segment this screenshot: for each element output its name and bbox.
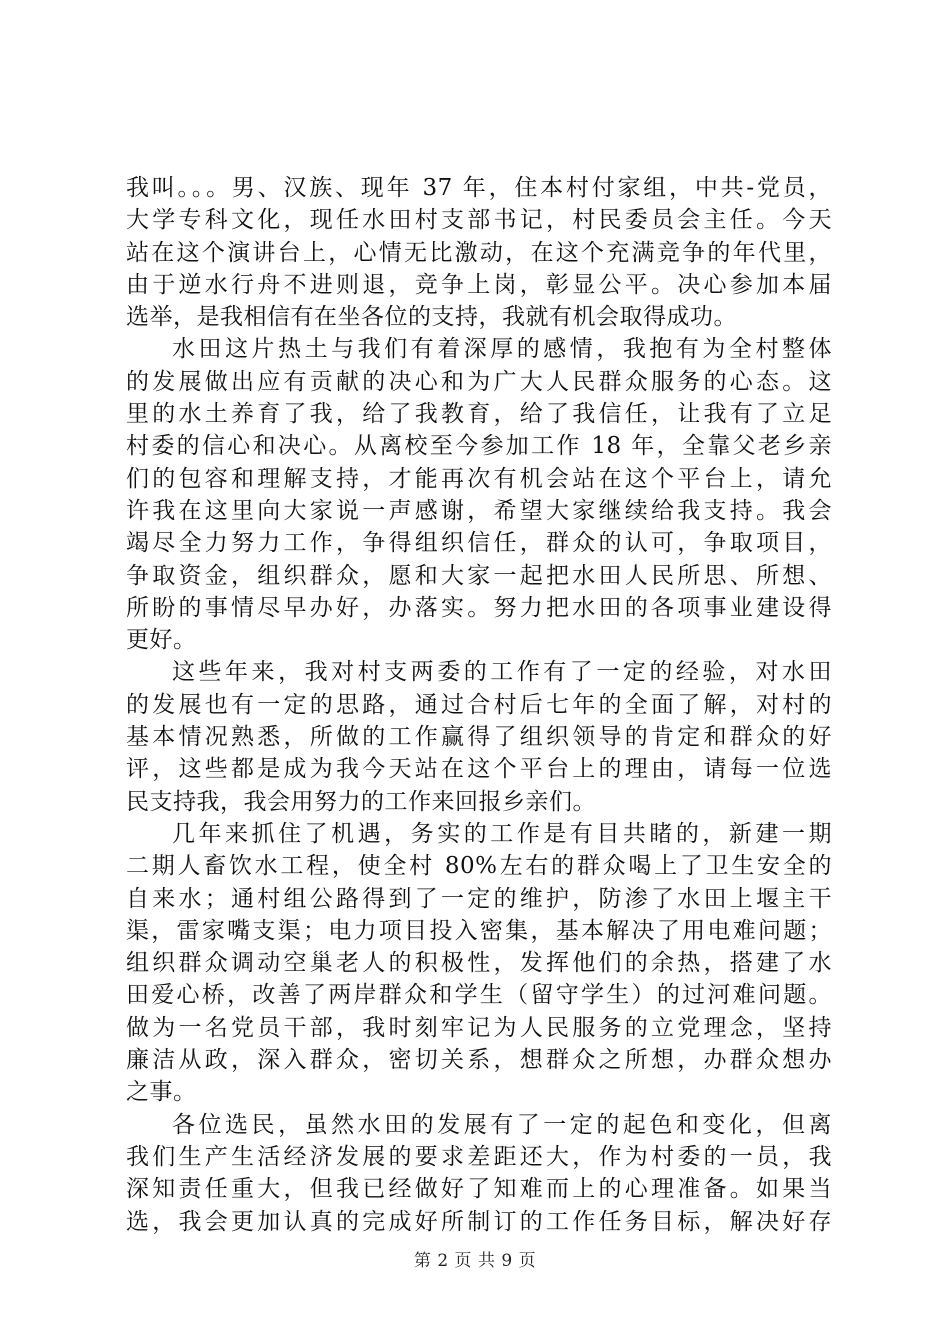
paragraph: [126, 818, 832, 1109]
text-line: 所盼的事情尽早办好，办落实。努力把水田的各项事业建设得: [126, 594, 832, 621]
text-line: 许我在这里向大家说一声感谢，希望大家继续给我支持。我会: [126, 497, 832, 524]
text-line: 选举，是我相信有在坐各位的支持，我就有机会取得成功。: [126, 304, 737, 331]
paragraph: [126, 656, 832, 817]
text-line: 我们生产生活经济发展的要求差距还大，作为村委的一员，我: [126, 1143, 832, 1170]
text-line: 廉洁从政，深入群众，密切关系，想群众之所想，办群众想办: [126, 1047, 832, 1074]
text-line: 的发展做出应有贡献的决心和为广大人民群众服务的心态。这: [126, 368, 832, 395]
text-line: 由于逆水行舟不进则退，竞争上岗，彰显公平。决心参加本届: [126, 271, 832, 298]
text-line: 大学专科文化，现任水田村支部书记，村民委员会主任。今天: [126, 207, 832, 234]
paragraph: [126, 1109, 832, 1238]
text-line: 自来水；通村组公路得到了一定的维护，防渗了水田上堰主干: [126, 885, 832, 912]
text-line: 田爱心桥，改善了两岸群众和学生（留守学生）的过河难问题。: [126, 982, 832, 1009]
text-line: 民支持我，我会用努力的工作来回报乡亲们。: [126, 788, 596, 815]
paragraph: [126, 172, 832, 333]
text-line: 竭尽全力努力工作，争得组织信任，群众的认可，争取项目，: [126, 530, 832, 557]
text-line: 之事。: [126, 1079, 197, 1106]
text-line: 水田这片热土与我们有着深厚的感情，我抱有为全村整体: [172, 336, 832, 363]
text-line: 争取资金，组织群众，愿和大家一起把水田人民所思、所想、: [126, 562, 832, 589]
text-line: 组织群众调动空巢老人的积极性，发挥他们的余热，搭建了水: [126, 950, 832, 977]
text-line: 几年来抓住了机遇，务实的工作是有目共睹的，新建一期: [172, 820, 832, 847]
text-line: 村委的信心和决心。从离校至今参加工作 18 年，全靠父老乡亲: [126, 433, 832, 460]
text-line: 这些年来，我对村支两委的工作有了一定的经验，对水田: [172, 659, 832, 686]
text-line: 二期人畜饮水工程，使全村 80%左右的群众喝上了卫生安全的: [126, 853, 832, 880]
text-line: 各位选民，虽然水田的发展有了一定的起色和变化，但离: [172, 1111, 832, 1138]
text-line: 里的水土养育了我，给了我教育，给了我信任，让我有了立足: [126, 401, 832, 428]
text-line: 评，这些都是成为我今天站在这个平台上的理由，请每一位选: [126, 756, 832, 783]
paragraph: [126, 333, 832, 656]
document-body: [126, 172, 832, 1238]
page-number-footer: 第 2 页 共 9 页: [413, 1251, 537, 1271]
text-line: 的发展也有一定的思路，通过合村后七年的全面了解，对村的: [126, 691, 832, 718]
text-line: 选，我会更加认真的完成好所制订的工作任务目标，解决好存: [126, 1208, 832, 1235]
text-line: 做为一名党员干部，我时刻牢记为人民服务的立党理念，坚持: [126, 1014, 832, 1041]
text-line: 更好。: [126, 627, 197, 654]
text-line: 们的包容和理解支持，才能再次有机会站在这个平台上，请允: [126, 465, 832, 492]
text-line: 渠，雷家嘴支渠；电力项目投入密集，基本解决了用电难问题；: [126, 917, 832, 944]
text-line: 深知责任重大，但我已经做好了知难而上的心理准备。如果当: [126, 1176, 832, 1203]
text-line: 站在这个演讲台上，心情无比激动，在这个充满竞争的年代里，: [126, 239, 832, 266]
text-line: 基本情况熟悉，所做的工作赢得了组织领导的肯定和群众的好: [126, 724, 832, 751]
text-line: 我叫。。。男、汉族、现年 37 年，住本村付家组，中共-党员，: [126, 175, 832, 201]
